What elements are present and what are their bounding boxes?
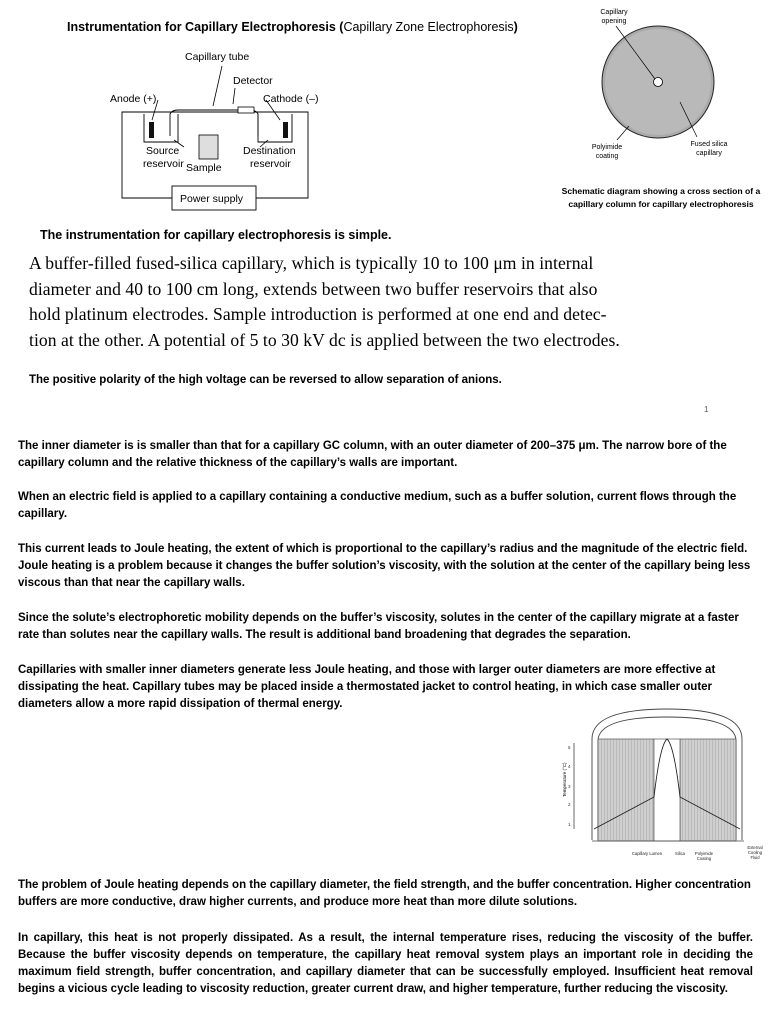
title-subtitle: Capillary Zone Electrophoresis <box>343 20 514 34</box>
temperature-profile-diagram <box>562 705 768 865</box>
label-anode: Anode (+) <box>110 93 157 105</box>
pointer-capillary <box>213 66 222 106</box>
label-dest-2: reservoir <box>250 158 291 170</box>
y-tick: 3 <box>568 784 571 789</box>
serif-line: tion at the other. A potential of 5 to 30 kV dc is applied between the two electrodes. <box>29 329 620 350</box>
label-coating-2: Coating <box>696 856 712 861</box>
y-tick: 4 <box>568 764 571 769</box>
sample-vial <box>199 135 218 159</box>
polarity-note: The positive polarity of the high voltage can be reversed to allow separation of anions. <box>29 374 502 386</box>
right-silica-wall <box>680 739 736 841</box>
paragraph: Capillaries with smaller inner diameters generate less Joule heating, and those with larger outer diameters are more effective at dissipating the heat. Capillary tubes may be placed inside a thermostated jacket to control heating, in which case smaller outer diameters allow a more rapid dissipation of thermal energy. <box>18 664 716 710</box>
capillary-tube <box>170 110 258 136</box>
label-sample: Sample <box>186 162 222 174</box>
y-tick: 5 <box>568 745 571 750</box>
label-opening-2: opening <box>601 18 627 25</box>
label-fluid-2: Cooling <box>747 850 763 855</box>
intro-heading: The instrumentation for capillary electrophoresis is simple. <box>40 228 392 242</box>
page-title <box>67 20 518 34</box>
label-fluid-1: External <box>747 845 763 850</box>
paragraph: The problem of Joule heating depends on the capillary diameter, the field strength, and the buffer concentration. Higher concentration buffers are more conductive, draw higher currents, and produce more heat than more dilute solutions. <box>18 879 751 908</box>
label-lumen: Capillary Lumen <box>631 851 663 856</box>
cathode-electrode <box>283 122 288 138</box>
y-axis-label: Temperature (°C) <box>562 762 567 797</box>
label-polyimide-2: coating <box>595 153 619 160</box>
serif-line: diameter and 40 to 100 cm long, extends between two buffer reservoirs that also <box>29 278 598 299</box>
label-opening-1: Capillary <box>600 9 628 16</box>
serif-line: hold platinum electrodes. Sample introduction is performed at one end and detec- <box>29 304 607 324</box>
serif-excerpt <box>29 251 669 351</box>
detector-block <box>238 107 254 113</box>
label-detector: Detector <box>233 75 273 87</box>
y-tick: 1 <box>568 822 571 827</box>
paragraph: This current leads to Joule heating, the extent of which is proportional to the capillary’s radius and the magnitude of the electric field. Joule heating is a problem because it changes the buffer solution’s viscosity, with the solution at the center of the capillary being less viscous than that near the capillary walls. <box>18 543 751 589</box>
ce-instrument-diagram <box>100 44 330 216</box>
label-capillary-tube: Capillary tube <box>185 51 250 63</box>
serif-line: A buffer-filled fused-silica capillary, which is typically 10 to 100 μm in internal <box>29 253 594 273</box>
page-number: 1 <box>704 405 709 414</box>
anode-electrode <box>149 122 154 138</box>
y-tick: 2 <box>568 802 571 807</box>
label-cathode: Cathode (–) <box>263 93 319 105</box>
paragraph: In capillary, this heat is not properly dissipated. As a result, the internal temperature rises, reducing the viscosity of the buffer. Because the buffer viscosity depends on temperature, the capillary heat removal system plays an important role in deciding the maximum field strength, buffer concentration, and capillary diameter that can be successfully employed. Insufficient heat removal begins a vicious cycle leading to viscosity reduction, greater current draw, and higher temperature, further reducing the viscosity. <box>18 932 753 995</box>
paragraph: When an electric field is applied to a capillary containing a conductive medium, such as a buffer solution, current flows through the capillary. <box>18 491 737 520</box>
label-fluid-3: Fluid <box>750 855 760 860</box>
label-source-1: Source <box>146 145 180 157</box>
title-main: Instrumentation for Capillary Electrophoresis ( <box>67 20 344 34</box>
capillary-cross-section <box>585 4 735 172</box>
pointer-detector <box>233 88 235 104</box>
cross-section-caption: Schematic diagram showing a cross section of a capillary column for capillary electrophoresis <box>561 186 761 209</box>
label-silica-1: Fused silica <box>690 141 728 148</box>
paragraph: Since the solute’s electrophoretic mobility depends on the buffer’s viscosity, solutes in the center of the capillary migrate at a faster rate than solutes near the capillary walls. The result is additional band broadening that degrades the separation. <box>18 612 739 641</box>
title-close: ) <box>513 20 518 34</box>
label-source-2: reservoir <box>143 158 184 170</box>
left-silica-wall <box>598 739 654 841</box>
label-silica: Silica <box>674 851 686 856</box>
label-polyimide-1: Polyimide <box>591 144 623 151</box>
label-power-supply: Power supply <box>180 193 244 205</box>
label-silica-2: capillary <box>696 150 722 157</box>
label-coating-1: Polyimide <box>694 851 714 856</box>
lumen <box>654 739 680 841</box>
pointer-polyimide <box>617 126 629 140</box>
paragraph: The inner diameter is is smaller than that for a capillary GC column, with an outer diameter of 200–375 μm. The narrow bore of the capillary column and the relative thickness of the capillary’s walls are important. <box>18 440 727 469</box>
label-dest-1: Destination <box>243 145 296 157</box>
